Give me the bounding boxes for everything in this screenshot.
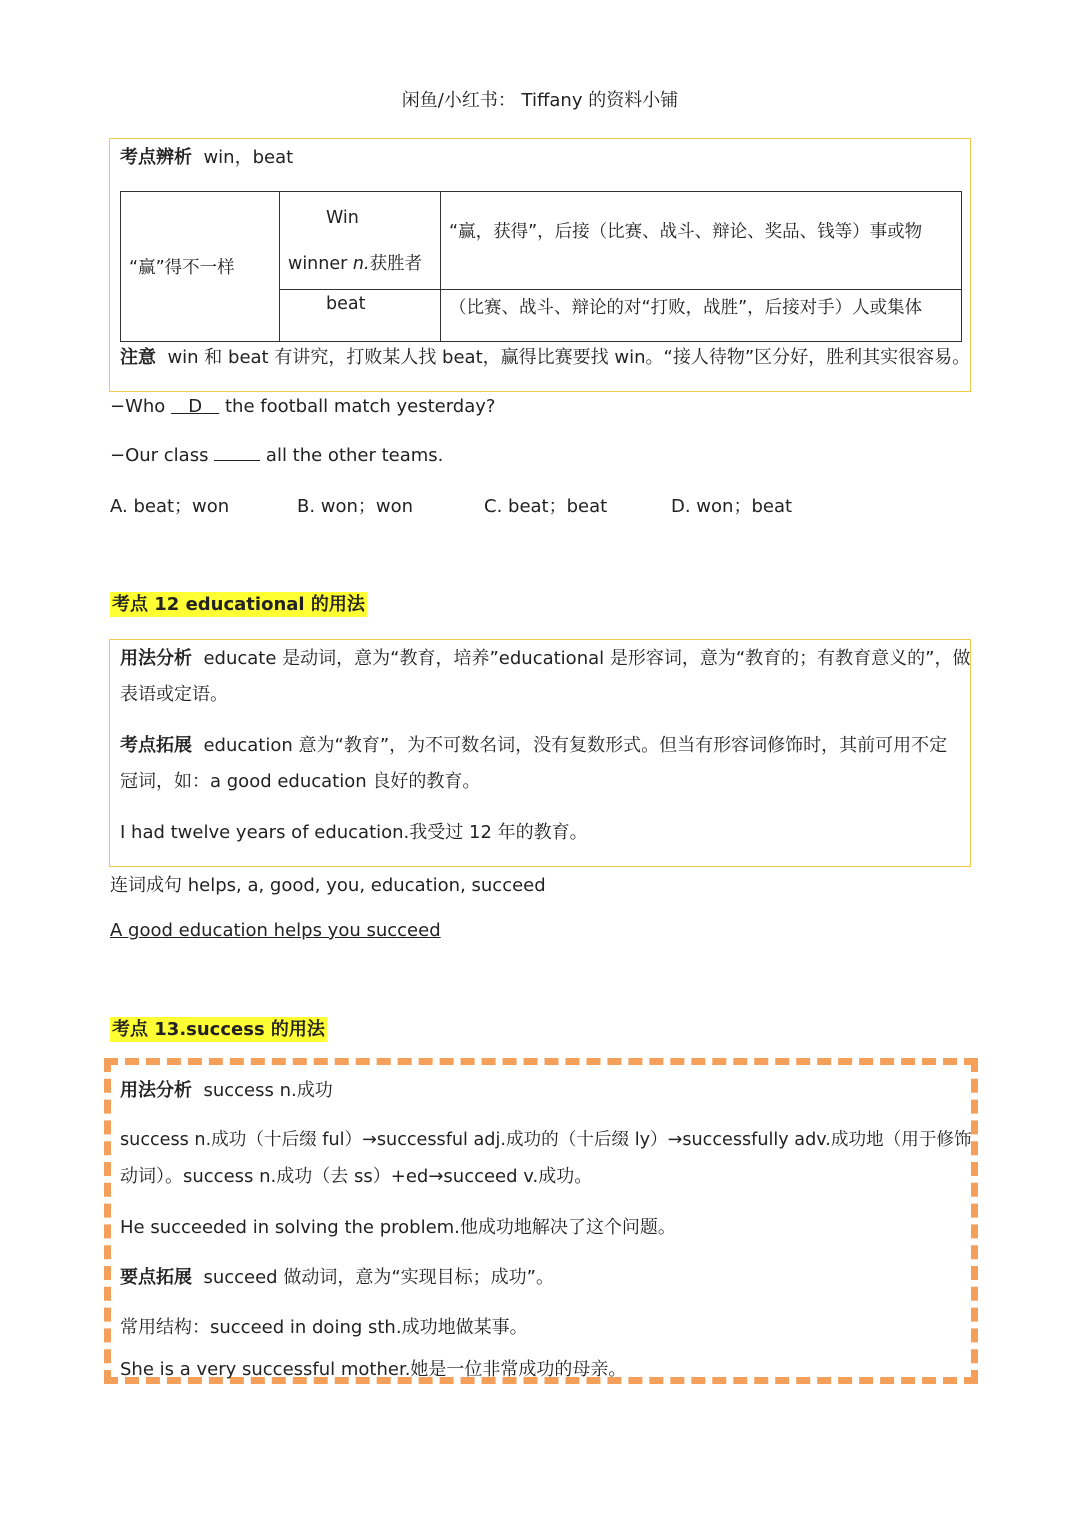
- section13-example1: He succeeded in solving the problem.他成功地解决了这个问题。: [120, 1217, 676, 1238]
- q1-answer-blank: [171, 396, 219, 417]
- option-d: D. won；beat: [671, 496, 793, 517]
- page-header: 闲鱼/小红书： Tiffany 的资料小铺: [401, 90, 679, 111]
- section13-line2: success n.成功（十后缀 ful）→successful adj.成功的（十后缀 ly）→successfully adv.成功地（用于修饰: [120, 1130, 972, 1150]
- section12-box: [109, 639, 971, 867]
- section13-usage-label: 用法分析: [120, 1080, 192, 1101]
- option-b: B. won；won: [297, 496, 414, 517]
- section13-ext-text: succeed 做动词，意为“实现目标；成功”。: [203, 1267, 554, 1288]
- section12-ext-line2: 冠词，如：a good education 良好的教育。: [120, 771, 481, 792]
- section13-title: [110, 1015, 327, 1041]
- q1-prefix: −Who: [110, 396, 172, 417]
- table-win-desc: “赢，获得”，后接（比赛、战斗、辩论、奖品、钱等）事或物: [441, 192, 962, 290]
- section13-example2: She is a very successful mother.她是一位非常成功的母亲。: [120, 1359, 627, 1380]
- exercise1-question1: [110, 396, 495, 417]
- table-beat-desc: （比赛、战斗、辩论的对“打败，战胜”，后接对手）人或集体: [441, 290, 962, 342]
- section12-ext-label: 考点拓展: [120, 735, 192, 756]
- section13-ext-line: [120, 1263, 554, 1289]
- q2-blank: [214, 446, 260, 461]
- section13-ext-label: 要点拓展: [120, 1267, 192, 1288]
- section12-title-text: 考点 12 educational 的用法: [112, 594, 365, 615]
- table-winner: [288, 241, 432, 287]
- section12-usage-line2: 表语或定语。: [120, 684, 228, 705]
- win-beat-title-text: win，beat: [203, 147, 294, 168]
- note-label: 注意: [120, 347, 156, 368]
- section13-line3: 动词）。success n.成功（去 ss）+ed→succeed v.成功。: [120, 1166, 593, 1187]
- section13-title-text: 考点 13.success 的用法: [112, 1019, 325, 1040]
- table-winner-word: winner: [288, 253, 348, 274]
- q1-answer: D: [188, 396, 203, 417]
- section12-ext-text1: education 意为“教育”，为不可数名词，没有复数形式。但当有形容词修饰时，其前可用不定: [203, 735, 948, 756]
- section12-usage-label: 用法分析: [120, 648, 192, 669]
- option-c: C. beat；beat: [484, 496, 608, 517]
- table-beat-word: beat: [280, 290, 441, 342]
- section13-usage-line: [120, 1076, 333, 1102]
- table-winner-meaning: 获胜者: [369, 253, 423, 274]
- win-beat-title-label: 考点辨析: [120, 147, 192, 168]
- section12-usage-line1: [120, 644, 971, 670]
- table-row-label: “赢”得不一样: [121, 192, 280, 342]
- section13-box: [104, 1058, 978, 1384]
- win-beat-box: [109, 138, 971, 392]
- table-win-cell: [280, 192, 441, 290]
- section12-ext-line1: [120, 731, 947, 757]
- q1-suffix: the football match yesterday?: [219, 396, 496, 417]
- section13-structure: 常用结构：succeed in doing sth.成功地做某事。: [120, 1317, 528, 1338]
- option-a: A. beat；won: [110, 496, 230, 517]
- exercise2-prompt: 连词成句 helps, a, good, you, education, succeed: [110, 875, 546, 896]
- table-winner-pos: n.: [352, 253, 370, 274]
- win-beat-title: [120, 143, 293, 169]
- section12-example: I had twelve years of education.我受过 12 年的教育。: [120, 822, 588, 843]
- exercise1-question2: [110, 445, 443, 466]
- section13-usage-text: success n.成功: [203, 1080, 333, 1101]
- q2-prefix: −Our class: [110, 445, 215, 466]
- table-win-word: Win: [326, 207, 359, 228]
- note-text: win 和 beat 有讲究，打败某人找 beat，赢得比赛要找 win。“接人待物”区分好，胜利其实很容易。: [167, 347, 971, 368]
- q2-suffix: all the other teams.: [260, 445, 444, 466]
- section12-title: [110, 590, 367, 616]
- win-beat-note: [120, 343, 970, 369]
- win-beat-table: [120, 191, 962, 342]
- section12-usage-text1: educate 是动词，意为“教育，培养”educational 是形容词，意为“教育的；有教育意义的”，做: [203, 648, 971, 669]
- exercise2-answer: A good education helps you succeed: [110, 920, 441, 941]
